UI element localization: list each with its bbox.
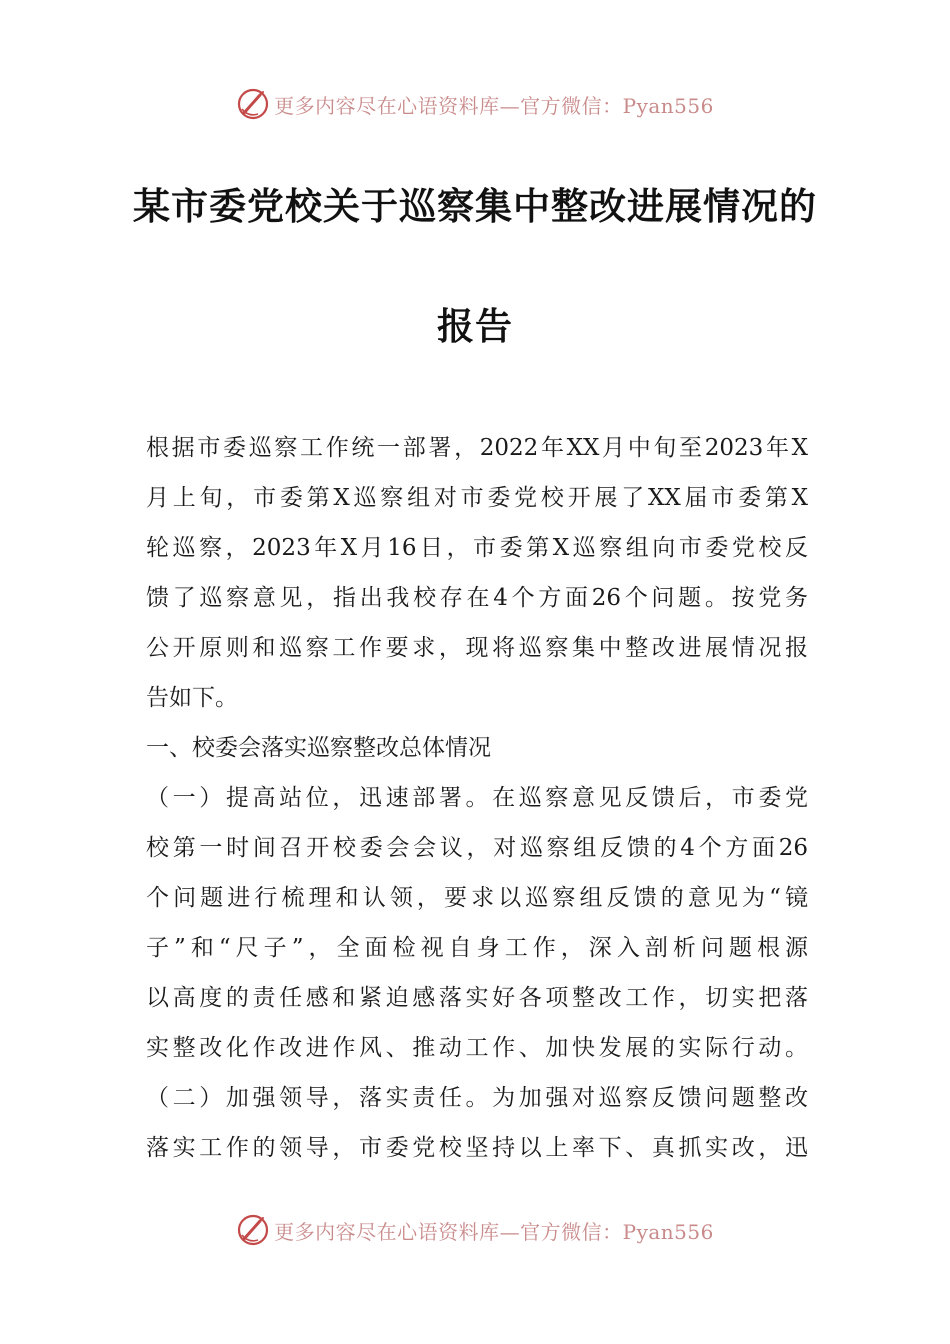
pen-logo-icon bbox=[236, 87, 270, 121]
document-title-line-1: 某市委党校关于巡察集中整改进展情况的 bbox=[133, 185, 817, 228]
watermark-text: 更多内容尽在心语资料库—官方微信：Pyan556 bbox=[274, 93, 714, 118]
document-body bbox=[146, 428, 808, 1178]
body-line: （一）提高站位，迅速部署。在巡察意见反馈后，市委党 bbox=[146, 785, 808, 811]
body-line: 公开原则和巡察工作要求，现将巡察集中整改进展情况报 bbox=[146, 635, 808, 661]
body-line: 馈了巡察意见，指出我校存在4个方面26个问题。按党务 bbox=[146, 585, 808, 611]
section-heading: 一、校委会落实巡察整改总体情况 bbox=[146, 735, 491, 761]
body-line: 根据市委巡察工作统一部署，2022年XX月中旬至2023年X bbox=[146, 435, 808, 461]
pen-logo-icon bbox=[236, 1213, 270, 1247]
body-line: 轮巡察，2023年X月16日，市委第X巡察组向市委党校反 bbox=[146, 535, 808, 561]
body-line: （二）加强领导，落实责任。为加强对巡察反馈问题整改 bbox=[146, 1085, 808, 1111]
body-line: 实整改化作改进作风、推动工作、加快发展的实际行动。 bbox=[146, 1035, 808, 1061]
body-line: 校第一时间召开校委会会议，对巡察组反馈的4个方面26 bbox=[146, 835, 808, 861]
body-line: 月上旬，市委第X巡察组对市委党校开展了XX届市委第X bbox=[146, 485, 808, 511]
body-line: 个问题进行梳理和认领，要求以巡察组反馈的意见为“镜 bbox=[146, 885, 808, 911]
watermark-header bbox=[0, 84, 950, 124]
watermark-text: 更多内容尽在心语资料库—官方微信：Pyan556 bbox=[274, 1219, 714, 1244]
body-line: 告如下。 bbox=[146, 685, 238, 711]
body-line: 子”和“尺子”，全面检视自身工作，深入剖析问题根源 bbox=[146, 935, 808, 961]
body-line: 以高度的责任感和紧迫感落实好各项整改工作，切实把落 bbox=[146, 985, 808, 1011]
watermark-footer bbox=[0, 1210, 950, 1250]
document-title-line-2: 报告 bbox=[437, 305, 513, 348]
body-line: 落实工作的领导，市委党校坚持以上率下、真抓实改，迅 bbox=[146, 1135, 808, 1161]
